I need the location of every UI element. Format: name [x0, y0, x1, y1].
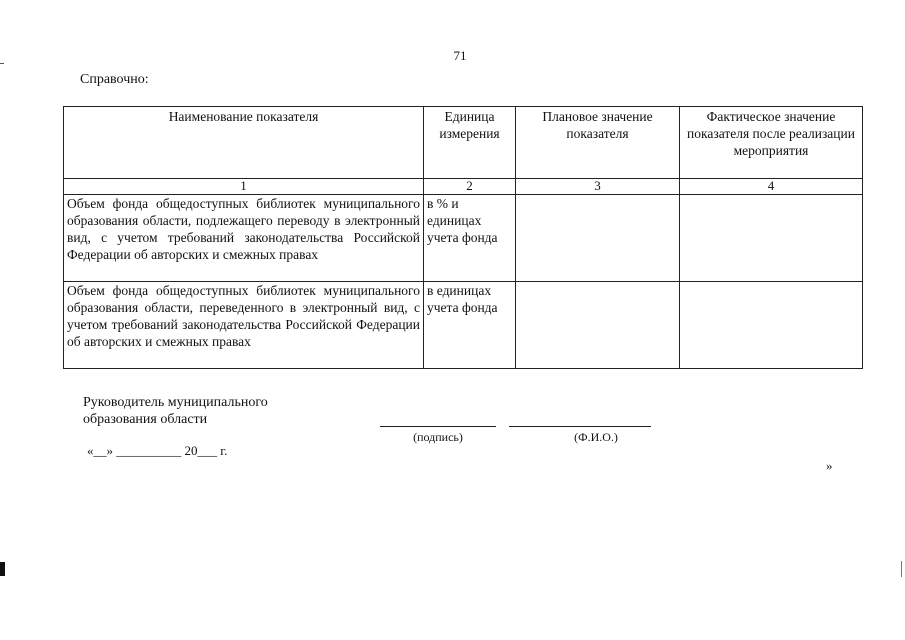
left-margin-mark-bottom: [0, 562, 5, 576]
fio-caption: (Ф.И.О.): [574, 430, 618, 444]
signature-caption: (подпись): [413, 430, 463, 444]
column-number-3: 3: [516, 179, 680, 195]
row-unit: в % и единицах учета фонда: [424, 195, 516, 282]
header-actual-value: Фактическое значение показателя после реализации мероприятия: [680, 107, 863, 179]
column-number-4: 4: [680, 179, 863, 195]
signatory-title: [83, 394, 268, 428]
date-line: «__» __________ 20___ г.: [87, 443, 228, 458]
table-row: [64, 195, 863, 282]
row-indicator-name: Объем фонда общедоступных библиотек муниципального образования области, переведенного в электронный вид, с учетом требований законодательства Российской Федерации об авторских и смежных правах: [64, 282, 424, 369]
table-header-row: [64, 107, 863, 179]
table-row: [64, 282, 863, 369]
left-margin-mark-top: [0, 63, 4, 64]
row-indicator-name: Объем фонда общедоступных библиотек муниципального образования области, подлежащего переводу в электронный вид, с учетом требований законодательства Российской Федерации об авторских и смежных правах: [64, 195, 424, 282]
header-unit: Единица измерения: [424, 107, 516, 179]
signature-line[interactable]: [380, 426, 496, 427]
signatory-title-line-1: Руководитель муниципального: [83, 395, 268, 410]
column-number-2: 2: [424, 179, 516, 195]
row-unit: в единицах учета фонда: [424, 282, 516, 369]
row-actual-value[interactable]: [680, 195, 863, 282]
note-label: Справочно:: [80, 72, 149, 87]
signatory-title-line-2: образования области: [83, 412, 208, 427]
row-actual-value[interactable]: [680, 282, 863, 369]
right-margin-mark: [901, 561, 902, 577]
row-planned-value[interactable]: [516, 195, 680, 282]
header-planned-value: Плановое значение показателя: [516, 107, 680, 179]
column-number-row: [64, 179, 863, 195]
column-number-1: 1: [64, 179, 424, 195]
header-indicator-name: Наименование показателя: [64, 107, 424, 179]
page-number: 71: [453, 48, 467, 63]
fio-line[interactable]: [509, 426, 651, 427]
row-planned-value[interactable]: [516, 282, 680, 369]
closing-quote: »: [826, 458, 833, 473]
indicators-table: [63, 106, 863, 369]
